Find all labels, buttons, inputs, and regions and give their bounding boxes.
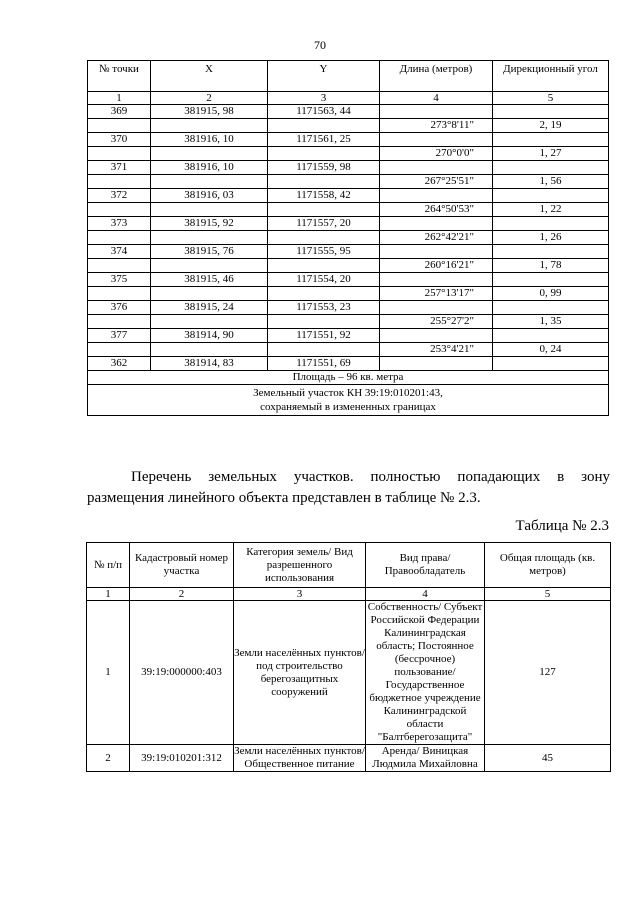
parcel-number: 2 (87, 745, 130, 772)
empty-cell (493, 273, 609, 287)
point-x: 381915, 92 (151, 217, 268, 231)
empty-cell (493, 133, 609, 147)
point-number: 372 (88, 189, 151, 203)
point-number: 376 (88, 301, 151, 315)
parcel-area: 45 (485, 745, 611, 772)
segment-length: 1, 22 (493, 203, 609, 217)
empty-cell (268, 147, 380, 161)
column-number: 5 (493, 92, 609, 105)
segment-bearing: 262°42'21" (380, 231, 493, 245)
parcel-row (87, 601, 611, 745)
empty-cell (493, 217, 609, 231)
point-y: 1171561, 25 (268, 133, 380, 147)
empty-cell (88, 175, 151, 189)
empty-cell (88, 203, 151, 217)
parcel-row (87, 745, 611, 772)
empty-cell (380, 301, 493, 315)
empty-cell (380, 273, 493, 287)
empty-cell (151, 343, 268, 357)
empty-cell (380, 105, 493, 119)
parcel-note-row (88, 385, 609, 416)
column-number: 2 (151, 92, 268, 105)
point-row (88, 189, 609, 203)
point-number: 362 (88, 357, 151, 371)
point-number: 373 (88, 217, 151, 231)
header-point-number: № точки (88, 61, 151, 92)
empty-cell (88, 231, 151, 245)
parcels-table (86, 542, 611, 772)
header-row-number: № п/п (87, 543, 130, 588)
empty-cell (380, 245, 493, 259)
segment-length: 2, 19 (493, 119, 609, 133)
empty-cell (151, 147, 268, 161)
parcel-right-holder: Собственность/ Субъект Российской Федерации Калининградская область; Постоянное (бессрочное) пользование/ Государственное бюджетное учреждение Калининградской области "Балтберегозащита" (366, 601, 485, 745)
point-y: 1171553, 23 (268, 301, 380, 315)
point-y: 1171557, 20 (268, 217, 380, 231)
table-caption: Таблица № 2.3 (515, 518, 609, 534)
segment-length: 0, 24 (493, 343, 609, 357)
empty-cell (493, 189, 609, 203)
empty-cell (88, 119, 151, 133)
empty-cell (268, 343, 380, 357)
column-number-row (88, 92, 609, 105)
empty-cell (268, 231, 380, 245)
segment-length: 1, 26 (493, 231, 609, 245)
column-number-row (87, 588, 611, 601)
segment-bearing: 257°13'17" (380, 287, 493, 301)
point-x: 381916, 10 (151, 161, 268, 175)
empty-cell (151, 287, 268, 301)
empty-cell (268, 119, 380, 133)
parcels-header-row (87, 543, 611, 588)
empty-cell (268, 287, 380, 301)
segment-length: 1, 78 (493, 259, 609, 273)
segment-length: 1, 56 (493, 175, 609, 189)
segment-bearing: 253°4'21" (380, 343, 493, 357)
empty-cell (151, 259, 268, 273)
empty-cell (493, 357, 609, 371)
column-number: 4 (366, 588, 485, 601)
empty-cell (380, 329, 493, 343)
empty-cell (493, 301, 609, 315)
header-length: Длина (метров) (380, 61, 493, 92)
column-number: 3 (268, 92, 380, 105)
point-x: 381916, 10 (151, 133, 268, 147)
segment-row (88, 231, 609, 245)
point-x: 381915, 98 (151, 105, 268, 119)
empty-cell (493, 105, 609, 119)
segment-bearing: 270°0'0" (380, 147, 493, 161)
point-x: 381915, 46 (151, 273, 268, 287)
segment-bearing: 255°27'2" (380, 315, 493, 329)
segment-row (88, 259, 609, 273)
point-y: 1171558, 42 (268, 189, 380, 203)
point-number: 370 (88, 133, 151, 147)
empty-cell (268, 259, 380, 273)
empty-cell (268, 315, 380, 329)
empty-cell (493, 329, 609, 343)
point-y: 1171559, 98 (268, 161, 380, 175)
empty-cell (380, 133, 493, 147)
parcel-number: 1 (87, 601, 130, 745)
parcel-land-category: Земли населённых пунктов/ под строительство берегозащитных сооружений (234, 601, 366, 745)
header-land-category: Категория земель/ Вид разрешенного использования (234, 543, 366, 588)
column-number: 2 (130, 588, 234, 601)
parcel-area: 127 (485, 601, 611, 745)
column-number: 4 (380, 92, 493, 105)
column-number: 1 (88, 92, 151, 105)
point-row (88, 245, 609, 259)
point-row (88, 133, 609, 147)
empty-cell (493, 161, 609, 175)
point-row (88, 357, 609, 371)
point-x: 381914, 90 (151, 329, 268, 343)
parcel-note-cell (88, 385, 609, 416)
column-number: 1 (87, 588, 130, 601)
point-row (88, 161, 609, 175)
parcel-right-holder: Аренда/ Виницкая Людмила Михайловна (366, 745, 485, 772)
empty-cell (493, 245, 609, 259)
empty-cell (380, 357, 493, 371)
point-y: 1171555, 95 (268, 245, 380, 259)
point-x: 381915, 24 (151, 301, 268, 315)
header-cadastral-number: Кадастровый номер участка (130, 543, 234, 588)
point-y: 1171554, 20 (268, 273, 380, 287)
parcel-cadastral-number: 39:19:000000:403 (130, 601, 234, 745)
segment-row (88, 175, 609, 189)
point-y: 1171551, 92 (268, 329, 380, 343)
header-x: X (151, 61, 268, 92)
segment-row (88, 119, 609, 133)
point-x: 381914, 83 (151, 357, 268, 371)
point-x: 381916, 03 (151, 189, 268, 203)
empty-cell (380, 161, 493, 175)
empty-cell (268, 175, 380, 189)
column-number: 3 (234, 588, 366, 601)
point-y: 1171563, 44 (268, 105, 380, 119)
point-x: 381915, 76 (151, 245, 268, 259)
empty-cell (151, 315, 268, 329)
empty-cell (88, 343, 151, 357)
empty-cell (268, 203, 380, 217)
intro-text: Перечень земельных участков. полностью попадающих в зону размещения линейного объекта представлен в таблице № 2.3. (87, 469, 610, 506)
empty-cell (380, 189, 493, 203)
area-row (88, 371, 609, 385)
segment-row (88, 315, 609, 329)
point-row (88, 217, 609, 231)
segment-row (88, 147, 609, 161)
point-number: 377 (88, 329, 151, 343)
page-number: 70 (314, 38, 326, 52)
segment-row (88, 203, 609, 217)
coordinates-header-row (88, 61, 609, 92)
segment-bearing: 273°8'11" (380, 119, 493, 133)
empty-cell (151, 175, 268, 189)
empty-cell (88, 287, 151, 301)
point-y: 1171551, 69 (268, 357, 380, 371)
header-direction-angle: Дирекционный угол (493, 61, 609, 92)
point-row (88, 273, 609, 287)
empty-cell (88, 147, 151, 161)
segment-bearing: 260°16'21" (380, 259, 493, 273)
point-number: 374 (88, 245, 151, 259)
point-row (88, 105, 609, 119)
point-number: 375 (88, 273, 151, 287)
point-number: 369 (88, 105, 151, 119)
point-row (88, 329, 609, 343)
point-number: 371 (88, 161, 151, 175)
empty-cell (88, 315, 151, 329)
parcel-land-category: Земли населённых пунктов/ Общественное питание (234, 745, 365, 770)
empty-cell (380, 217, 493, 231)
parcel-note-line2: сохраняемый в измененных границах (260, 401, 436, 413)
parcel-cadastral-number: 39:19:010201:312 (130, 745, 234, 772)
segment-row (88, 287, 609, 301)
empty-cell (151, 119, 268, 133)
empty-cell (151, 203, 268, 217)
intro-paragraph (87, 467, 610, 509)
area-cell: Площадь – 96 кв. метра (88, 371, 609, 385)
coordinates-table (87, 60, 609, 416)
empty-cell (88, 259, 151, 273)
segment-row (88, 343, 609, 357)
segment-length: 1, 35 (493, 315, 609, 329)
column-number: 5 (485, 588, 611, 601)
segment-bearing: 264°50'53" (380, 203, 493, 217)
segment-bearing: 267°25'51" (380, 175, 493, 189)
header-total-area: Общая площадь (кв. метров) (485, 543, 611, 588)
segment-length: 1, 27 (493, 147, 609, 161)
header-y: Y (268, 61, 380, 92)
header-right-holder: Вид права/ Правообладатель (366, 543, 485, 588)
parcel-note-line1: Земельный участок КН 39:19:010201:43, (253, 387, 443, 399)
point-row (88, 301, 609, 315)
segment-length: 0, 99 (493, 287, 609, 301)
empty-cell (151, 231, 268, 245)
